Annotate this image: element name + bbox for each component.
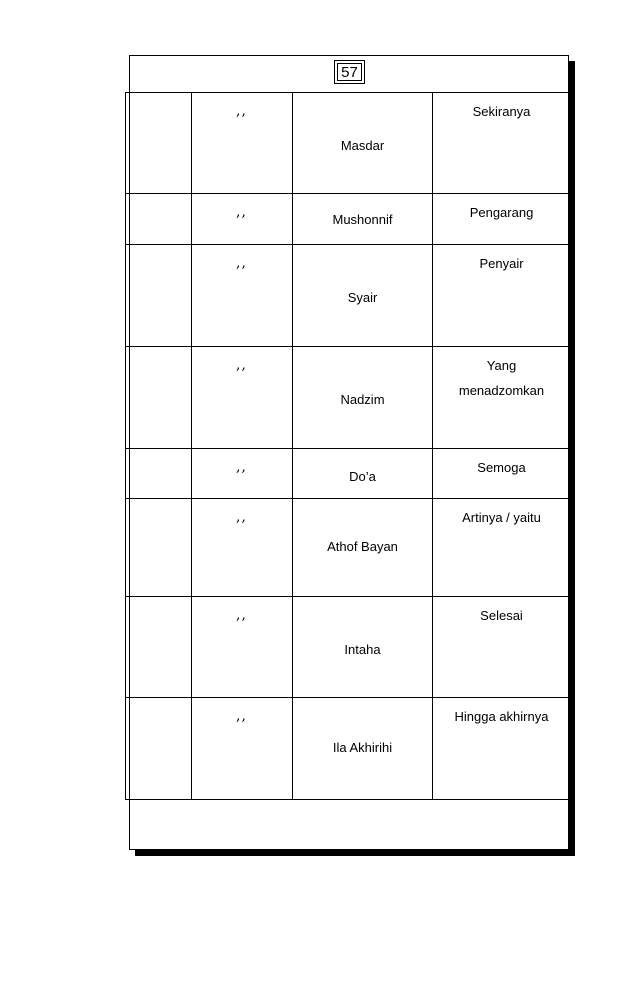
meaning-cell <box>433 93 571 194</box>
ditto-mark: ,, <box>236 204 247 220</box>
meaning-text: Penyair <box>479 256 524 271</box>
mark-cell <box>192 449 293 499</box>
meaning-cell <box>433 597 571 698</box>
term-cell <box>293 194 433 245</box>
empty-cell <box>126 449 192 499</box>
mark-cell <box>192 499 293 597</box>
meaning-text: Pengarang <box>469 205 534 220</box>
table-row <box>126 698 571 800</box>
mark-cell <box>192 245 293 347</box>
meaning-text: Selesai <box>480 608 523 623</box>
term-text: Intaha <box>344 642 381 657</box>
term-text: Ila Akhirihi <box>332 740 393 755</box>
mark-cell <box>192 93 293 194</box>
term-text: Masdar <box>340 138 385 153</box>
table-row <box>126 499 571 597</box>
mark-cell <box>192 698 293 800</box>
term-cell <box>293 245 433 347</box>
empty-cell <box>126 597 192 698</box>
term-cell <box>293 499 433 597</box>
ditto-mark: ,, <box>236 255 247 271</box>
empty-cell <box>126 347 192 449</box>
empty-cell <box>126 93 192 194</box>
table-row <box>126 93 571 194</box>
meaning-cell <box>433 449 571 499</box>
meaning-cell <box>433 347 571 449</box>
meaning-text: Yang menadzomkan <box>458 358 545 398</box>
term-cell <box>293 93 433 194</box>
mark-cell <box>192 347 293 449</box>
term-cell <box>293 597 433 698</box>
ditto-mark: ,, <box>236 708 247 724</box>
empty-cell <box>126 194 192 245</box>
ditto-mark: ,, <box>236 103 247 119</box>
term-text: Do’a <box>349 469 376 484</box>
mark-cell <box>192 194 293 245</box>
meaning-cell <box>433 245 571 347</box>
term-cell <box>293 347 433 449</box>
term-cell <box>293 449 433 499</box>
table-row <box>126 245 571 347</box>
ditto-mark: ,, <box>236 357 247 373</box>
empty-cell <box>126 698 192 800</box>
table-row <box>126 347 571 449</box>
meaning-text: Sekiranya <box>472 104 531 119</box>
ditto-mark: ,, <box>236 459 247 475</box>
meaning-text: Artinya / yaitu <box>462 510 541 525</box>
meaning-cell <box>433 698 571 800</box>
meaning-cell <box>433 499 571 597</box>
table-row <box>126 194 571 245</box>
term-text: Syair <box>347 290 378 305</box>
table-row <box>126 449 571 499</box>
ditto-mark: ,, <box>236 509 247 525</box>
meaning-text: Hingga akhirnya <box>454 709 549 724</box>
page-number-text: 57 <box>341 63 358 81</box>
ditto-mark: ,, <box>236 607 247 623</box>
term-text: Athof Bayan <box>327 539 398 554</box>
term-text: Nadzim <box>340 392 385 407</box>
term-text: Mushonnif <box>332 212 393 227</box>
meaning-text: Semoga <box>477 460 526 475</box>
table-row <box>126 597 571 698</box>
vocabulary-table <box>125 92 571 800</box>
empty-cell <box>126 245 192 347</box>
page-number <box>334 60 365 84</box>
empty-cell <box>126 499 192 597</box>
meaning-cell <box>433 194 571 245</box>
term-cell <box>293 698 433 800</box>
mark-cell <box>192 597 293 698</box>
